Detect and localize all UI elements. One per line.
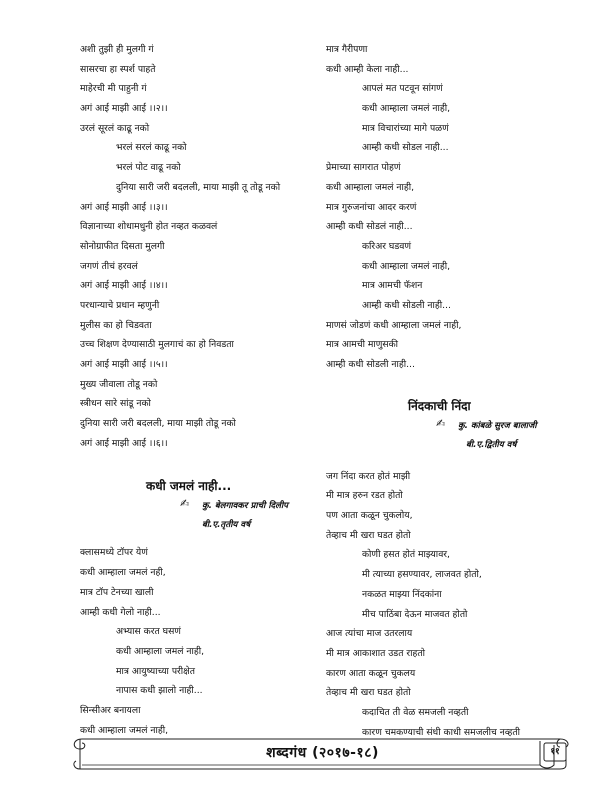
poem-line: दुनिया सारी जरी बदलली, माया माझी तोडू नको [80, 418, 236, 430]
poem-line: अगं आई माझी आई ।।४।। [80, 280, 168, 292]
poem-title: निंदकाची निंदा [408, 398, 471, 413]
poem-line: मात्र विचारांच्या मागे पळणं [362, 122, 449, 134]
poem-line: मी त्याच्या हसण्यावर, लाजवत होतो, [362, 569, 482, 581]
poem-line: कारण चमकण्याची संधी काधी समजलीच नव्हती [362, 726, 521, 738]
poem-line: आपलं मत पटवून सांगणं [362, 83, 443, 95]
poem-line: मात्र गुरुजनांचा आदर करणं [326, 201, 417, 213]
poem-line: कधी आम्हाला जमलं नाही, [362, 103, 451, 115]
poem3-heading [326, 375, 576, 467]
poem-line: उरलं सूरलं काढू नको [80, 122, 150, 134]
poem-line: माहेरची मी पाहुनी गं [80, 83, 147, 95]
poem-line: माणसं जोडणं कधी आम्हाला जमलं नाही, [326, 319, 462, 331]
footer-banner [70, 735, 575, 771]
poem-line: सोनोग्राफीत दिसता मुलगी [80, 240, 165, 252]
poem-line: सिन्सीअर बनायला [80, 704, 141, 716]
poem-line: मुख्य जीवाला तोडू नको [80, 378, 158, 390]
poem-line: अगं आई माझी आई ।।५।। [80, 359, 168, 370]
poem-line: प्रेमाच्या सागरात पोहणं [326, 162, 401, 174]
poem-line: कधी आम्हाला जमलं नाही, [80, 724, 169, 736]
right-column [326, 40, 576, 742]
poem-line: भरलं सरलं काढू नको [116, 142, 187, 154]
poem-line: करिअर घडवणं [362, 240, 411, 252]
poem-line: अगं आई माझी आई ।।३।। [80, 201, 168, 213]
author-class: बी.ए.द्वितीय वर्ष [466, 439, 517, 450]
poem-line: सासरचा हा स्पर्श पाहते [80, 63, 156, 75]
poem-line: उच्च शिक्षण देण्यासाठी मुलगाचं का हो निवडता [80, 339, 234, 351]
poem-line: अगं आई माझी आई ।।२।। [80, 103, 168, 115]
poem-line: दुनिया सारी जरी बदलली, माया माझी तू तोडू नको [116, 181, 281, 193]
page-number: ११ [550, 747, 560, 757]
poem-line: अभ्यास करत घसणं [116, 626, 181, 638]
poem-line: मात्र आमची फॅशन [362, 280, 423, 292]
poem-title: कधी जमलं नाही... [146, 479, 232, 494]
poem-line: नापास कधी झालो नाही... [116, 685, 203, 697]
poem-line: मी मात्र हरुन रडत होतो [326, 490, 403, 502]
poem-line: कधी आम्हाला जमलं नाही, [362, 260, 451, 272]
poem-author: कु. कांबळे सुरज बालाजी [458, 420, 537, 431]
poem-line: पण आता कळून चुकलोय, [326, 510, 413, 522]
poem-line: तेव्हाच मी खरा घडत होतो [326, 687, 411, 699]
poem-line: मुलीस का हो चिडवता [80, 319, 152, 331]
poem-line: नकळत माझ्या निंदकांना [362, 588, 442, 600]
poem-line: मीच पाठिंबा देऊन माजवत होतो [362, 608, 468, 620]
poem-line: मात्र टॉप टेनच्या खाली [80, 586, 154, 598]
poem-line: मात्र आमची माणुसकी [326, 339, 399, 351]
poem-line: क्लासमध्ये टॉपर येणं [80, 547, 148, 559]
pen-icon: ✍ [436, 416, 446, 430]
publication-title: शब्दगंध (२०१७-१८) [266, 745, 379, 761]
poem-line: अगं आई माझी आई ।।६।। [80, 437, 168, 449]
poem-line: आम्ही कधी सोडल नाही... [362, 142, 449, 154]
poem-line: तेव्हाच मी खरा घडत होतो [326, 529, 411, 541]
poem-line: आम्ही कधी सोडली नाही... [362, 299, 451, 311]
poem-line: आम्ही कधी गेलो नाही... [80, 606, 161, 618]
poem-line: परधान्याचे प्रधान म्हणुनी [80, 299, 160, 311]
poem-line: कधी आम्हाला जमलं नाही, [116, 645, 205, 657]
poem-line: कारण आता कळून चुकलय [326, 667, 416, 679]
poem-author: कु. बेलगावकर प्राची दिलीप [202, 501, 289, 512]
pen-icon: ✍ [180, 497, 190, 511]
poem-line: मात्र आयुष्याच्या परीक्षेत [116, 665, 196, 677]
poem-line: मात्र गैरीपणा [326, 44, 368, 55]
left-column [80, 40, 320, 740]
poem-line: आम्ही कधी सोडलं नाही... [326, 221, 413, 233]
poem-line: स्त्रीधन सारे सांडू नको [80, 398, 151, 410]
poem-line: कदाचित ती वेळ समजली नव्हती [362, 706, 469, 718]
author-class: बी.ए.तृतीय वर्ष [202, 520, 251, 531]
poem-line: मी मात्र आकाशात उडत राहतो [326, 647, 426, 659]
poem-line: कधी आम्हाला जमलं नाही, [326, 181, 415, 193]
poem-line: जगणं तीचं हरवलं [80, 260, 138, 272]
poem-line: आज त्यांचा माज उतरलाय [326, 628, 413, 640]
poem-line: भरलं पोट वाढू नको [116, 162, 181, 174]
poem-line: कधी आम्ही केला नाही... [326, 63, 409, 75]
poem-line: आम्ही कधी सोडली नाही... [326, 359, 415, 370]
poem-line: जग निंदा करत होतं माझी [326, 470, 411, 482]
poem-line: विज्ञानाच्या शोधामधुनी होत नव्हत कळवलं [80, 221, 218, 233]
poem-line: अशी तुझी ही मुलगी गं [80, 44, 154, 55]
poem-line: कधी आम्हाला जमलं नही, [80, 567, 166, 579]
poem-line: कोणी हसत होतं माझ्यावर, [362, 549, 450, 561]
poem2-heading [80, 453, 320, 543]
